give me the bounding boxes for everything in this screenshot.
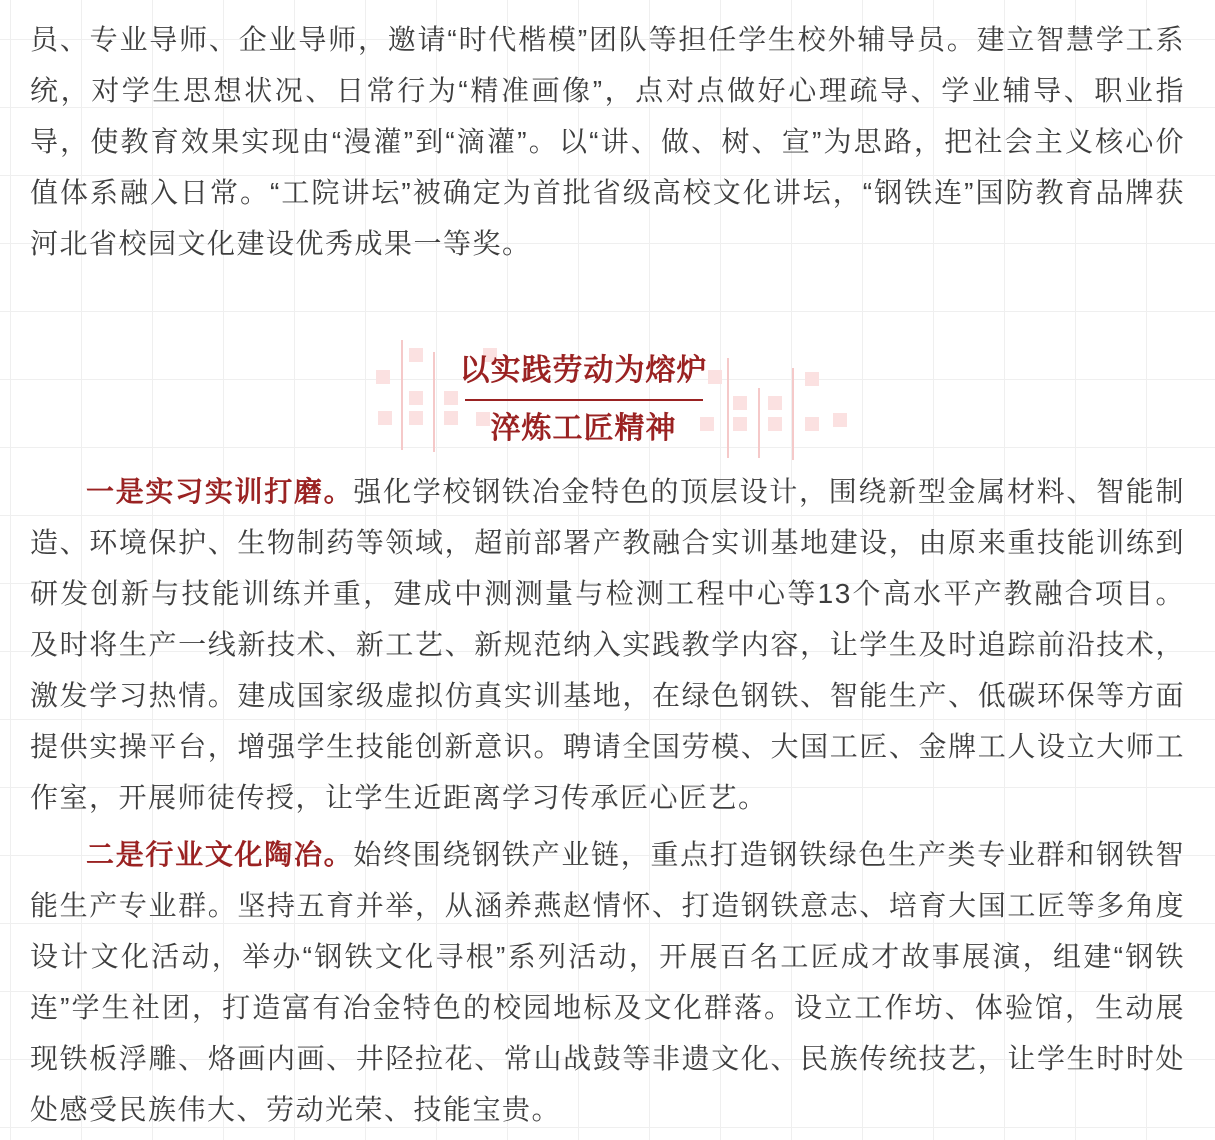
section-heading (30, 351, 1185, 451)
paragraph-one-text: 强化学校钢铁冶金特色的顶层设计，围绕新型金属材料、智能制造、环境保护、生物制药等领域，超前部署产教融合实训基地建设，由原来重技能训练到研发创新与技能训练并重，建成中测测量与检测工程中心等13个高水平产教融合项目。及时将生产一线新技术、新工艺、新规范纳入实践教学内容，让学生及时追踪前沿技术，激发学习热情。建成国家级虚拟仿真实训基地，在绿色钢铁、智能生产、低碳环保等方面提供实操平台，增强学生技能创新意识。聘请全国劳模、大国工匠、金牌工人设立大师工作室，开展师徒传授，让学生近距离学习传承匠心匠艺。 (30, 476, 1185, 813)
paragraph-two-text: 始终围绕钢铁产业链，重点打造钢铁绿色生产类专业群和钢铁智能生产专业群。坚持五育并举，从涵养燕赵情怀、打造钢铁意志、培育大国工匠等多角度设计文化活动，举办“钢铁文化寻根”系列活动，开展百名工匠成才故事展演，组建“钢铁连”学生社团，打造富有冶金特色的校园地标及文化群落。设立工作坊、体验馆，生动展现铁板浮雕、烙画内画、井陉拉花、常山战鼓等非遗文化、民族传统技艺，让学生时时处处感受民族伟大、劳动光荣、技能宝贵。 (30, 839, 1185, 1125)
section-heading-line1: 以实践劳动为熔炉 (459, 354, 708, 387)
section-heading-divider (465, 399, 703, 401)
paragraph-one (30, 466, 1185, 823)
paragraph-continuation: 员、专业导师、企业导师，邀请“时代楷模”团队等担任学生校外辅导员。建立智慧学工系统，对学生思想状况、日常行为“精准画像”，点对点做好心理疏导、学业辅导、职业指导，使教育效果实现由“漫灌”到“滴灌”。以“讲、做、树、宣”为思路，把社会主义核心价值体系融入日常。“工院讲坛”被确定为首批省级高校文化讲坛，“钢铁连”国防教育品牌获河北省校园文化建设优秀成果一等奖。 (30, 24, 1185, 259)
paragraph-two-lead: 二是行业文化陶冶。 (86, 839, 354, 870)
paragraph-one-lead: 一是实习实训打磨。 (86, 476, 354, 507)
paragraph-two (30, 829, 1185, 1135)
section-heading-line2: 淬炼工匠精神 (490, 412, 677, 445)
